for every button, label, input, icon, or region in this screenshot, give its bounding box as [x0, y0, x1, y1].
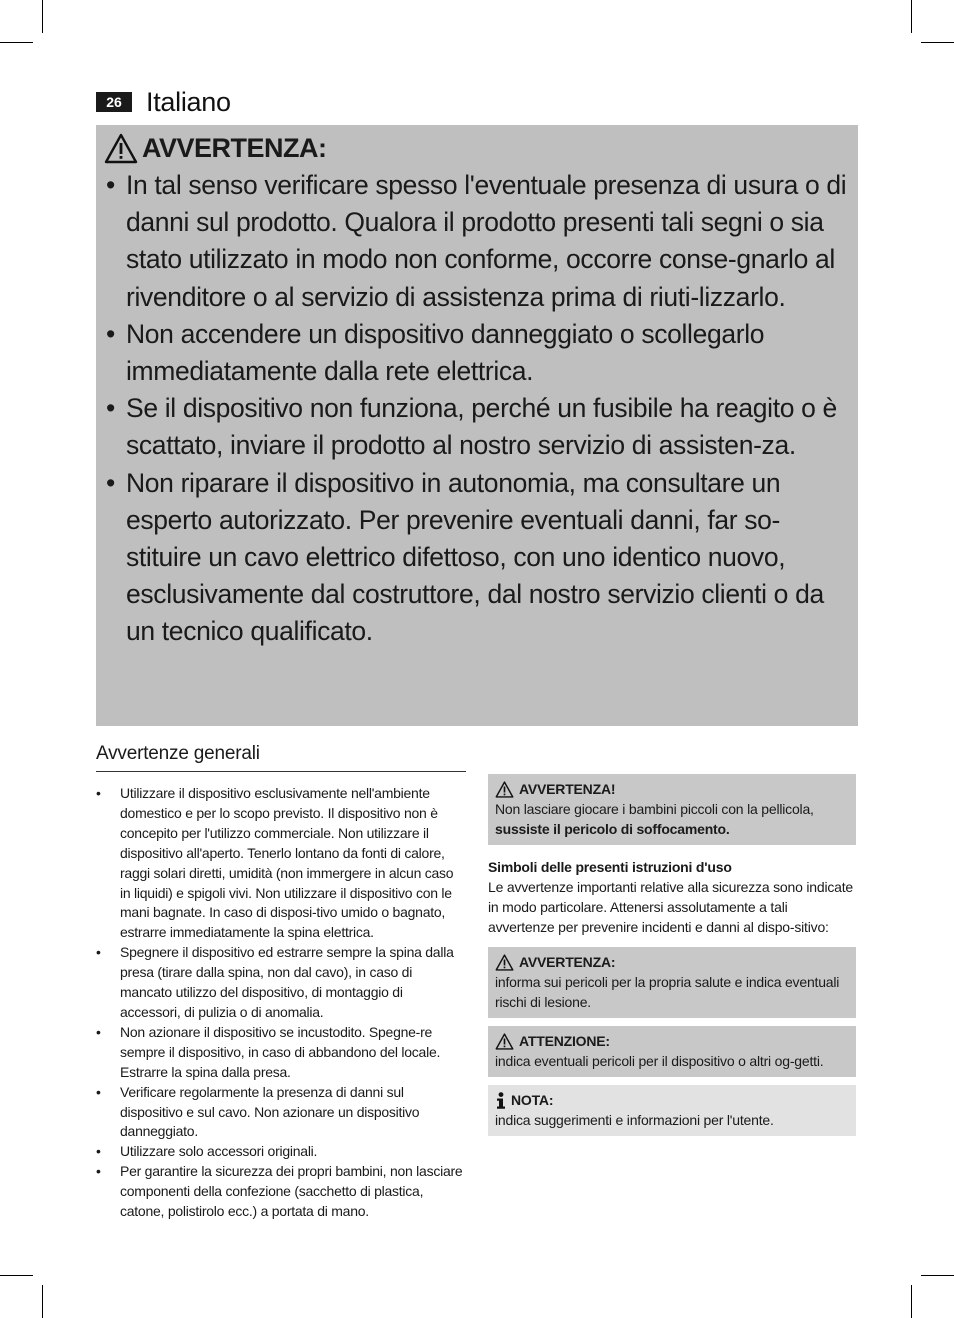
child-warning-plain: Non lasciare giocare i bambini piccoli con la pellicola,	[495, 801, 814, 817]
crop-mark	[0, 1275, 33, 1276]
crop-mark	[911, 1285, 912, 1318]
list-item: • Utilizzare il dispositivo esclusivamente nell'ambiente domestico e per lo scopo previsto. Il dispositivo non è concepito per l'utilizzo commerciale. Non utilizzare il dispositivo all'aperto. Tenerlo lontano da fonti di calore, raggi solari diretti, umidità (non immergere in alcun caso in liquidi) e spigoli vivi. Non utilizzare il dispositivo con le mani bagnate. In caso di disposi-tivo umido o bagnato, estrarre immediatamente la spina elettrica.	[96, 784, 466, 943]
list-item: • Verificare regolarmente la presenza di danni sul dispositivo e sul cavo. Non azionare un dispositivo danneggiato.	[96, 1083, 466, 1143]
symbol-note-box	[488, 1085, 856, 1136]
crop-mark	[911, 0, 912, 33]
warning-triangle-icon	[495, 781, 514, 798]
list-item: • Non accendere un dispositivo danneggiato o scollegarlo immediatamente dalla rete elettrica.	[104, 316, 848, 390]
page-header	[96, 86, 231, 118]
crop-mark	[42, 1285, 43, 1318]
section-title: Avvertenze generali	[96, 743, 466, 772]
symbol-caution-text: indica eventuali pericoli per il dispositivo o altri og-getti.	[495, 1053, 824, 1070]
list-item: • In tal senso verificare spesso l'eventuale presenza di usura o di danni sul prodotto. Qualora il prodotto presenti tali segni o sia stato utilizzato in modo non conforme, occorre conse-gnarlo al rivenditore o al servizio di assistenza prima di riuti-lizzarlo.	[104, 167, 848, 316]
symbol-note-heading	[495, 1090, 849, 1110]
main-warning-box	[96, 125, 858, 726]
info-icon	[495, 1092, 507, 1109]
page-number: 26	[96, 92, 132, 112]
symbol-caution-title: ATTENZIONE:	[519, 1033, 610, 1050]
general-warnings-section	[96, 743, 466, 1222]
child-warning-box	[488, 774, 856, 845]
symbol-warning-heading	[495, 952, 849, 972]
list-item: • Utilizzare solo accessori originali.	[96, 1142, 466, 1162]
symbol-note-title: NOTA:	[511, 1092, 554, 1109]
main-warning-list	[104, 167, 848, 651]
list-item: • Spegnere il dispositivo ed estrarre sempre la spina dalla presa (tirare dalla spina, non dal cavo), in caso di mancato utilizzo del dispositivo, di montaggio di accessori, di pulizia o di anomalia.	[96, 943, 466, 1023]
main-warning-title: AVVERTENZA:	[142, 132, 327, 163]
right-column	[488, 774, 856, 1136]
symbols-title: Simboli delle presenti istruzioni d'uso	[488, 859, 732, 875]
symbol-warning-box	[488, 947, 856, 1018]
warning-triangle-icon	[104, 133, 138, 164]
symbol-note-text: indica suggerimenti e informazioni per l'utente.	[495, 1112, 774, 1129]
symbols-intro: Le avvertenze importanti relative alla sicurezza sono indicate in modo particolare. Attenersi assolutamente a tali avvertenze per prevenire incidenti e danni al dispo-sitivo:	[488, 879, 854, 935]
child-warning-text	[495, 799, 849, 839]
main-warning-heading	[104, 129, 848, 167]
general-warnings-list	[96, 784, 466, 1222]
warning-triangle-icon	[495, 954, 514, 971]
symbol-warning-text: informa sui pericoli per la propria salute e indica eventuali rischi di lesione.	[495, 974, 840, 1011]
symbol-caution-box	[488, 1026, 856, 1077]
language-title: Italiano	[146, 86, 231, 117]
child-warning-bold: sussiste il pericolo di soffocamento.	[495, 821, 730, 837]
child-warning-title: AVVERTENZA!	[519, 781, 616, 797]
crop-mark	[0, 42, 33, 43]
list-item: • Se il dispositivo non funziona, perché un fusibile ha reagito o è scattato, inviare il prodotto al nostro servizio di assisten-za.	[104, 390, 848, 464]
list-item: • Non azionare il dispositivo se incustodito. Spegne-re sempre il dispositivo, in caso di abbandono del locale. Estrarre la spina dalla presa.	[96, 1023, 466, 1083]
warning-triangle-icon	[495, 1033, 514, 1050]
crop-mark	[921, 42, 954, 43]
list-item: • Non riparare il dispositivo in autonomia, ma consultare un esperto autorizzato. Per prevenire eventuali danni, far so-stituire un cavo elettrico difettoso, con uno identico nuovo, esclusivamente dal costruttore, dal nostro servizio clienti o da un tecnico qualificato.	[104, 465, 848, 651]
child-warning-heading	[495, 779, 849, 799]
crop-mark	[921, 1275, 954, 1276]
list-item: • Per garantire la sicurezza dei propri bambini, non lasciare componenti della confezione (sacchetto di plastica, catone, polistirolo ecc.) a portata di mano.	[96, 1162, 466, 1222]
symbol-caution-heading	[495, 1031, 849, 1051]
symbol-warning-title: AVVERTENZA:	[519, 954, 616, 971]
crop-mark	[42, 0, 43, 33]
